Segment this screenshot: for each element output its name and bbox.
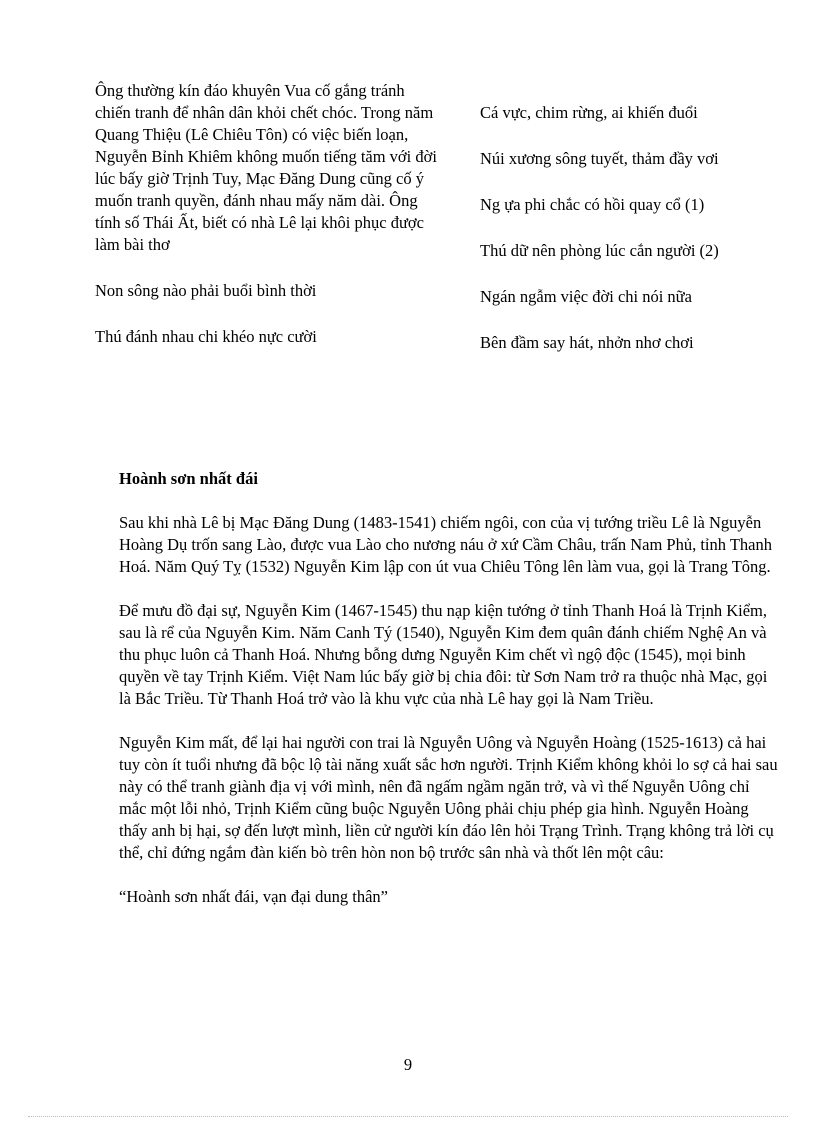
main-section (119, 468, 779, 930)
verse-line: Cá vực, chim rừng, ai khiến đuổi (480, 103, 698, 122)
intro-paragraph: Ông thường kín đáo khuyên Vua cố gắng tránh chiến tranh để nhân dân khỏi chết chóc. Trong năm Quang Thiệu (Lê Chiêu Tôn) có việc biến loạn, Nguyễn Bỉnh Khiêm không muốn tiếng tăm với đời lúc bấy giờ Trịnh Tuy, Mạc Đăng Dung cũng cố ý muốn tranh quyền, đánh nhau mấy năm dài. Ông tính số Thái Ất, biết có nhà Lê lại khôi phục được làm bài thơ (95, 81, 437, 254)
left-column (95, 80, 440, 372)
verse-line: Ng ựa phi chắc có hồi quay cổ (1) (480, 195, 705, 214)
right-column (480, 102, 800, 378)
body-paragraph: Để mưu đồ đại sự, Nguyễn Kim (1467-1545) thu nạp kiện tướng ở tỉnh Thanh Hoá là Trịnh Kiểm, sau là rể của Nguyễn Kim. Năm Canh Tý (1540), Nguyễn Kim đem quân đánh chiếm Nghệ An và thu phục luôn cả Thanh Hoá. Nhưng bỗng dưng Nguyễn Kim chết vì ngộ độc (1545), mọi binh quyền về tay Trịnh Kiểm. Việt Nam lúc bấy giờ bị chia đôi: từ Sơn Nam trở ra thuộc nhà Mạc, gọi là Bắc Triều. Từ Thanh Hoá trở vào là khu vực của nhà Lê hay gọi là Nam Triều. (119, 601, 768, 708)
verse-line: Núi xương sông tuyết, thảm đầy vơi (480, 149, 719, 168)
footer-divider (28, 1116, 788, 1117)
quote-paragraph: “Hoành sơn nhất đái, vạn đại dung thân” (119, 887, 388, 906)
page-number: 9 (403, 1055, 413, 1074)
verse-line: Non sông nào phải buổi bình thời (95, 281, 317, 300)
verse-line: Bên đầm say hát, nhởn nhơ chơi (480, 333, 694, 352)
verse-line: Ngán ngẫm việc đời chi nói nữa (480, 287, 692, 306)
body-paragraph: Nguyễn Kim mất, để lại hai người con trai là Nguyễn Uông và Nguyễn Hoàng (1525-1613) cả hai tuy còn ít tuổi nhưng đã bộc lộ tài năng xuất sắc hơn người. Trịnh Kiểm không khỏi lo sợ cả hai sau này có thể tranh giành địa vị với mình, nên đã ngấm ngầm ngăn trở, và vì thế Nguyễn Uông chỉ mắc một lỗi nhỏ, Trịnh Kiểm cũng buộc Nguyễn Uông phải chịu phép gia hình. Nguyễn Hoàng thấy anh bị hại, sợ đến lượt mình, liền cử người kín đáo lên hỏi Trạng Trình. Trạng không trả lời cụ thể, chỉ đứng ngắm đàn kiến bò trên hòn non bộ trước sân nhà và thốt lên một câu: (119, 733, 778, 862)
section-heading: Hoành sơn nhất đái (119, 469, 258, 488)
body-paragraph: Sau khi nhà Lê bị Mạc Đăng Dung (1483-1541) chiếm ngôi, con của vị tướng triều Lê là Nguyễn Hoàng Dụ trốn sang Lào, được vua Lào cho nương náu ở xứ Cầm Châu, trấn Nam Phủ, tỉnh Thanh Hoá. Năm Quý Tỵ (1532) Nguyễn Kim lập con út vua Chiêu Tông lên làm vua, gọi là Trang Tông. (119, 513, 772, 576)
verse-line: Thú dữ nên phòng lúc cắn người (2) (480, 241, 719, 260)
verse-line: Thú đánh nhau chi khéo nực cười (95, 327, 317, 346)
